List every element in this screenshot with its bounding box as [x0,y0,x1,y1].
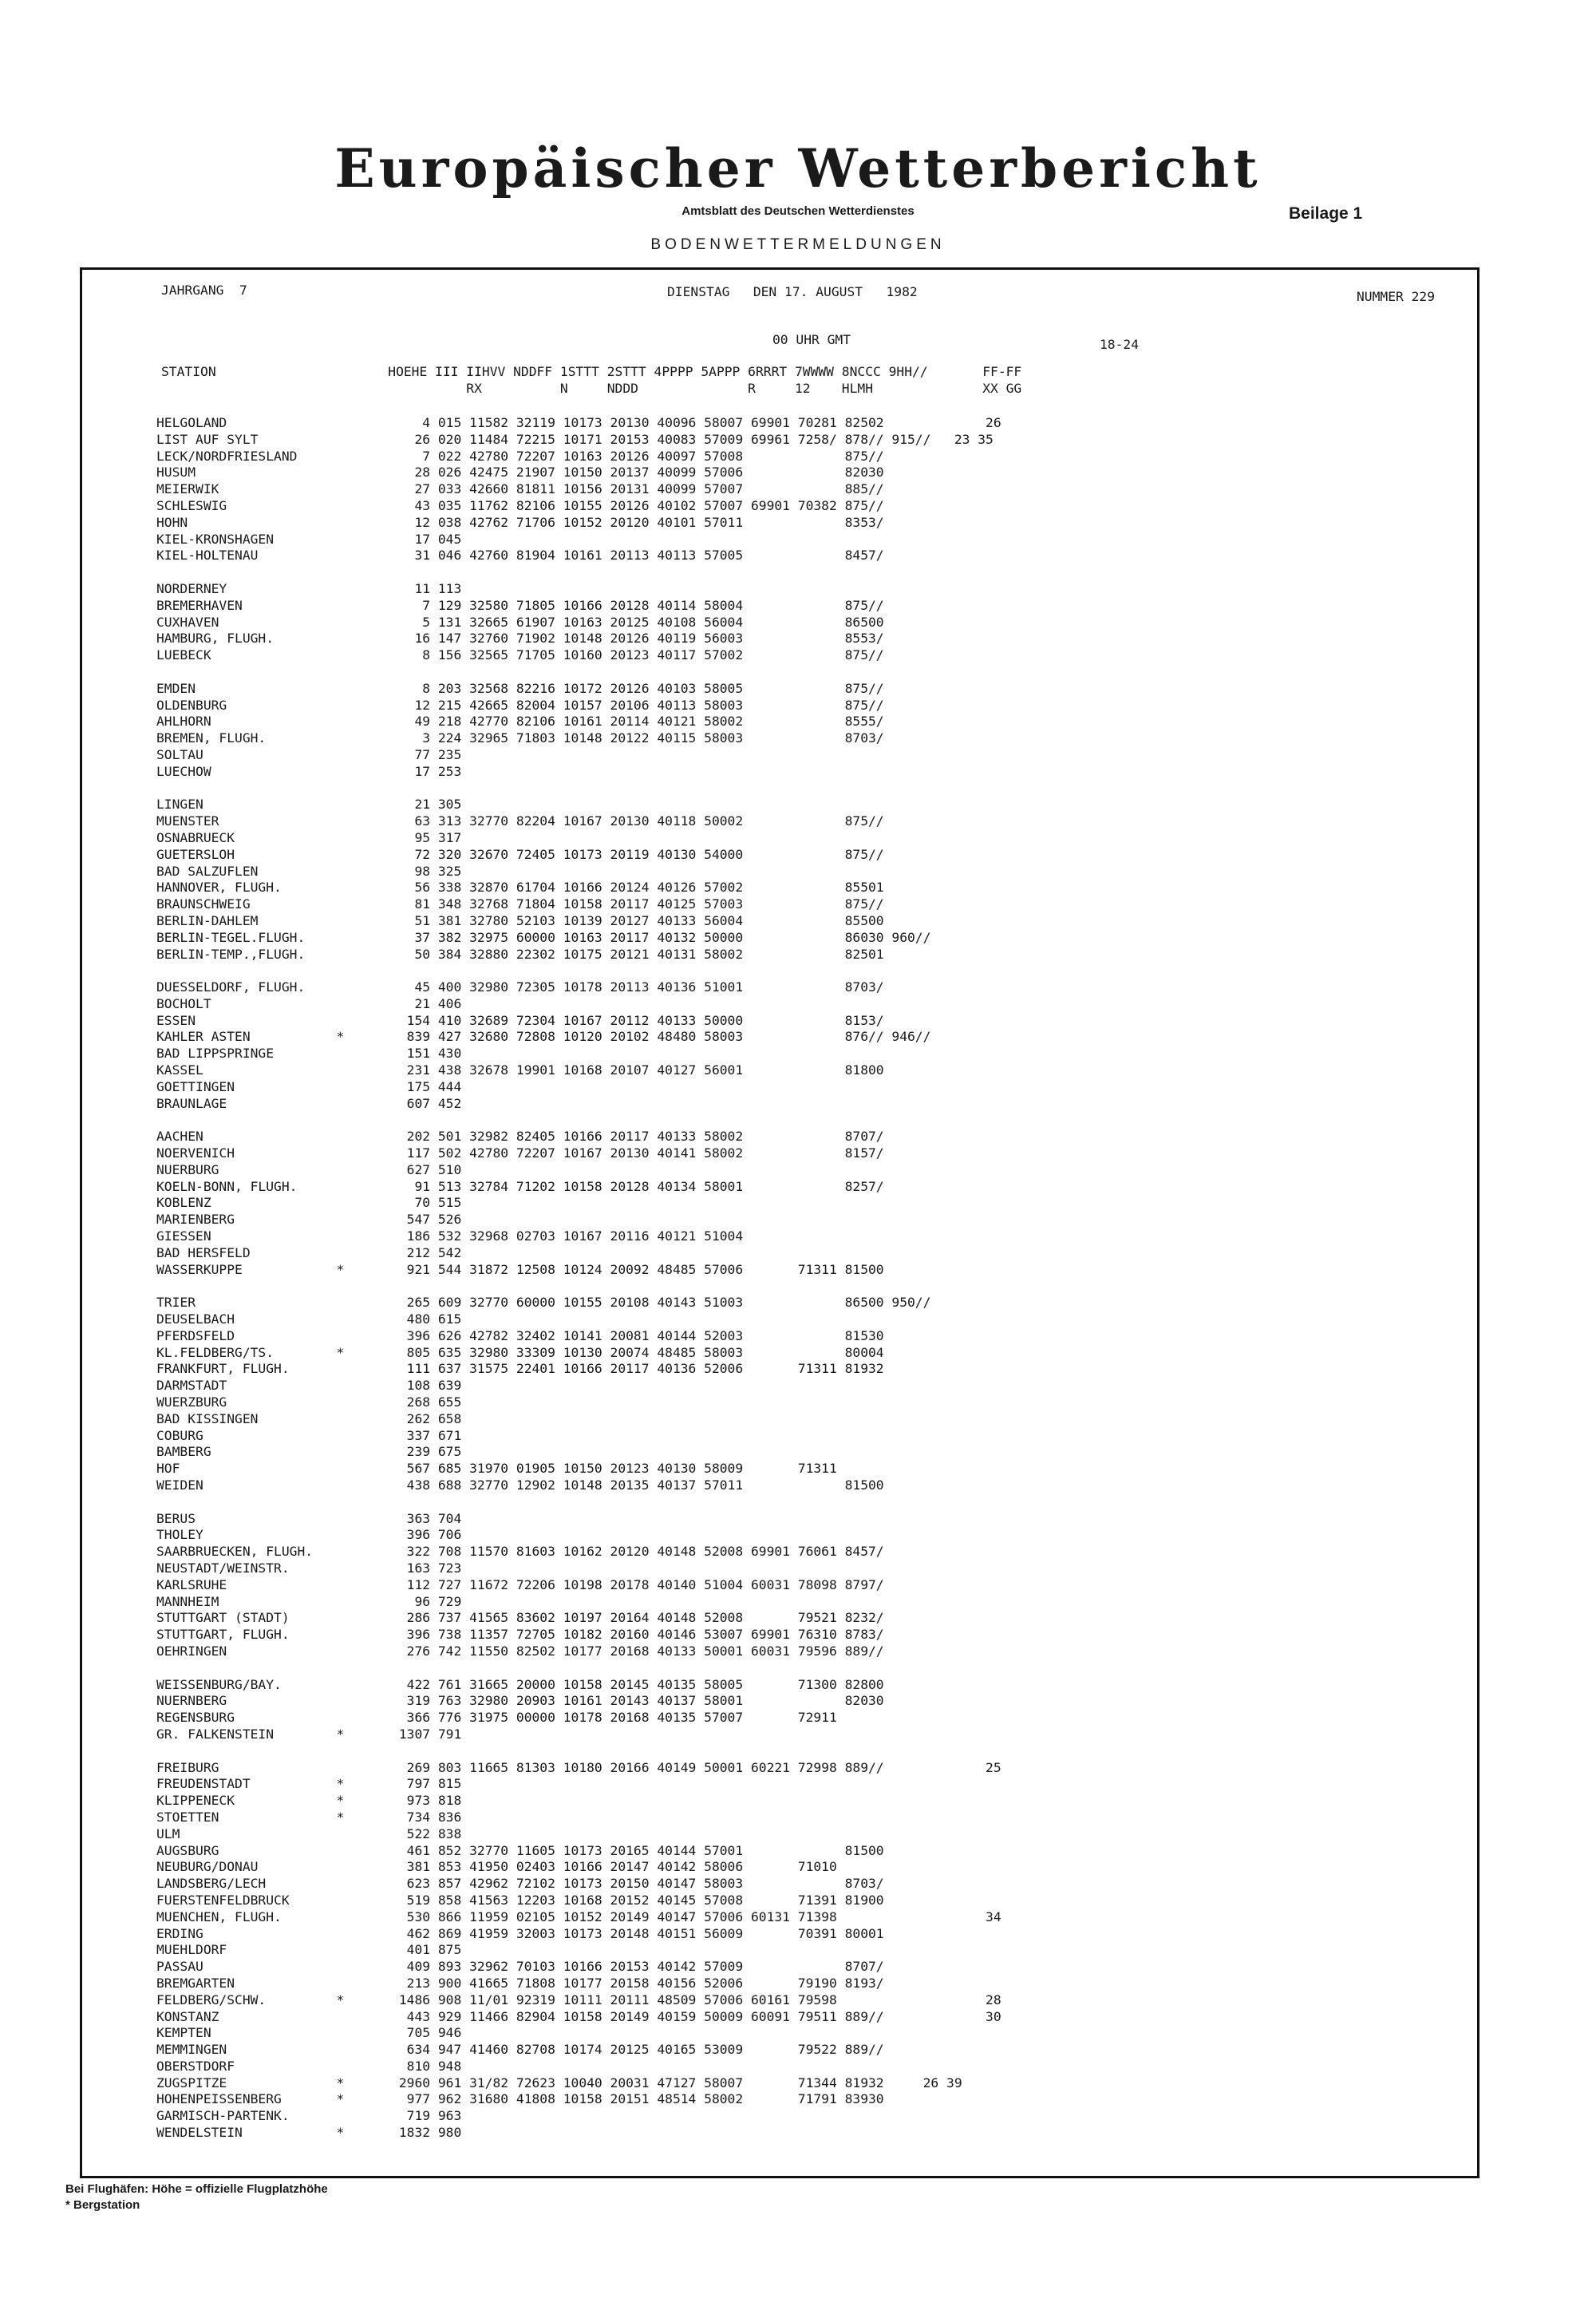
table-row: BERUS 363 704 [156,1510,462,1526]
table-row: DEUSELBACH 480 615 [156,1311,462,1327]
column-header-1: STATION HOEHE III IIHVV NDDFF 1STTT 2STTT 4PPPP 5APPP 6RRRT 7WWWW 8NCCC 9HH// FF-FF [161,364,1022,379]
station-table [156,415,1001,2142]
table-row: KAHLER ASTEN * 839 427 32680 72808 10120 20102 48480 58003 876// 946// [156,1029,931,1045]
table-row: GIESSEN 186 532 32968 02703 10167 20116 40121 51004 [156,1228,744,1244]
table-row: LINGEN 21 305 [156,797,462,813]
table-row: MUENCHEN, FLUGH. 530 866 11959 02105 10152 20149 40147 57006 60131 71398 34 [156,1908,1001,1924]
table-row: OSNABRUECK 95 317 [156,829,462,845]
table-row: OLDENBURG 12 215 42665 82004 10157 20106 40113 58003 875// [156,697,884,713]
section-title: BODENWETTERMELDUNGEN [650,236,946,253]
table-row: HUSUM 28 026 42475 21907 10150 20137 40099 57006 82030 [156,465,884,481]
table-row: BERLIN-DAHLEM 51 381 32780 52103 10139 20127 40133 56004 85500 [156,912,884,928]
table-row: CUXHAVEN 5 131 32665 61907 10163 20125 40108 56004 86500 [156,614,884,630]
table-row: WUERZBURG 268 655 [156,1394,462,1410]
table-row: THOLEY 396 706 [156,1527,462,1543]
table-row: REGENSBURG 366 776 31975 00000 10178 20168 40135 57007 72911 [156,1710,837,1726]
table-row: STUTTGART (STADT) 286 737 41565 83602 10197 20164 40148 52008 79521 8232/ [156,1610,884,1626]
table-row: KARLSRUHE 112 727 11672 72206 10198 20178 40140 51004 60031 78098 8797/ [156,1576,884,1592]
row-spacer [156,1660,1001,1677]
period-label: 18-24 [1100,337,1140,352]
table-row: MUEHLDORF 401 875 [156,1942,462,1958]
table-row: KIEL-KRONSHAGEN 17 045 [156,531,462,547]
table-row: ESSEN 154 410 32689 72304 10167 20112 40133 50000 8153/ [156,1012,884,1028]
table-row: WEISSENBURG/BAY. 422 761 31665 20000 10158 20145 40135 58005 71300 82800 [156,1676,884,1692]
table-row: BREMGARTEN 213 900 41665 71808 10177 20158 40156 52006 79190 8193/ [156,1975,884,1991]
table-row: MEIERWIK 27 033 42660 81811 10156 20131 40099 57007 885// [156,481,884,497]
table-row: DARMSTADT 108 639 [156,1378,462,1394]
table-row: SCHLESWIG 43 035 11762 82106 10155 20126 40102 57007 69901 70382 875// [156,497,884,513]
table-row: BAD KISSINGEN 262 658 [156,1410,462,1426]
table-row: FRANKFURT, FLUGH. 111 637 31575 22401 10166 20117 40136 52006 71311 81932 [156,1361,884,1377]
table-row: OBERSTDORF 810 948 [156,2058,462,2074]
table-row: LANDSBERG/LECH 623 857 42962 72102 10173 20150 40147 58003 8703/ [156,1876,884,1892]
table-row: GOETTINGEN 175 444 [156,1078,462,1094]
subtitle: Amtsblatt des Deutschen Wetterdienstes [681,204,915,218]
table-row: PASSAU 409 893 32962 70103 10166 20153 40142 57009 8707/ [156,1959,884,1975]
report-number: NUMMER 229 [1357,289,1436,304]
table-row: FREIBURG 269 803 11665 81303 10180 20166 40149 50001 60221 72998 889// 25 [156,1759,1001,1775]
table-row: BRAUNSCHWEIG 81 348 32768 71804 10158 20117 40125 57003 875// [156,896,884,912]
table-row: FUERSTENFELDBRUCK 519 858 41563 12203 10168 20152 40145 57008 71391 81900 [156,1892,884,1908]
column-header-2: RX N NDDD R 12 HLMH XX GG [161,381,1022,396]
table-row: KOELN-BONN, FLUGH. 91 513 32784 71202 10158 20128 40134 58001 8257/ [156,1178,884,1194]
table-row: ERDING 462 869 41959 32003 10173 20148 40151 56009 70391 80001 [156,1925,884,1941]
page-title: Europäischer Wetterbericht [334,137,1262,200]
table-row: KOBLENZ 70 515 [156,1195,462,1211]
row-spacer [156,1278,1001,1295]
table-row: HOHN 12 038 42762 71706 10152 20120 40101 57011 8353/ [156,514,884,530]
row-spacer [156,1112,1001,1129]
table-row: HOF 567 685 31970 01905 10150 20123 40130 58009 71311 [156,1461,837,1477]
table-row: AACHEN 202 501 32982 82405 10166 20117 40133 58002 8707/ [156,1129,884,1145]
table-row: BAD HERSFELD 212 542 [156,1244,462,1260]
table-row: WEIDEN 438 688 32770 12902 10148 20135 40137 57011 81500 [156,1477,884,1493]
table-row: BRAUNLAGE 607 452 [156,1095,462,1111]
table-row: STUTTGART, FLUGH. 396 738 11357 72705 10182 20160 40146 53007 69901 76310 8783/ [156,1627,884,1643]
table-row: DUESSELDORF, FLUGH. 45 400 32980 72305 10178 20113 40136 51001 8703/ [156,979,884,995]
table-row: COBURG 337 671 [156,1427,462,1443]
footnote-mountain: * Bergstation [65,2198,140,2212]
table-row: BAMBERG 239 675 [156,1444,462,1460]
jahrgang: JAHRGANG 7 [161,283,247,298]
table-row: GUETERSLOH 72 320 32670 72405 10173 20119 40130 54000 875// [156,846,884,862]
table-row: SOLTAU 77 235 [156,746,462,762]
row-spacer [156,664,1001,681]
footnote-airport: Bei Flughäfen: Höhe = offizielle Flugplatzhöhe [65,2182,328,2196]
row-spacer [156,1494,1001,1511]
table-row: MANNHEIM 96 729 [156,1593,462,1609]
table-row: GR. FALKENSTEIN * 1307 791 [156,1726,462,1742]
table-row: LIST AUF SYLT 26 020 11484 72215 10171 20153 40083 57009 69961 7258/ 878// 915// 23 35 [156,431,994,447]
table-row: HELGOLAND 4 015 11582 32119 10173 20130 40096 58007 69901 70281 82502 26 [156,415,1001,430]
row-spacer [156,1743,1001,1760]
table-row: KL.FELDBERG/TS. * 805 635 32980 33309 10130 20074 48485 58003 80004 [156,1344,884,1360]
table-row: BOCHOLT 21 406 [156,995,462,1011]
table-row: SAARBRUECKEN, FLUGH. 322 708 11570 81603 10162 20120 40148 52008 69901 76061 8457/ [156,1544,884,1560]
table-row: HANNOVER, FLUGH. 56 338 32870 61704 10166 20124 40126 57002 85501 [156,880,884,896]
table-row: MUENSTER 63 313 32770 82204 10167 20130 40118 50002 875// [156,813,884,829]
table-row: NOERVENICH 117 502 42780 72207 10167 20130 40141 58002 8157/ [156,1145,884,1161]
row-spacer [156,781,1001,797]
table-row: OEHRINGEN 276 742 11550 82502 10177 20168 40133 50001 60031 79596 889// [156,1643,884,1659]
table-row: BREMEN, FLUGH. 3 224 32965 71803 10148 20122 40115 58003 8703/ [156,730,884,746]
table-row: NEUSTADT/WEINSTR. 163 723 [156,1560,462,1576]
table-row: BERLIN-TEGEL.FLUGH. 37 382 32975 60000 10163 20117 40132 50000 86030 960// [156,929,931,945]
table-row: AHLHORN 49 218 42770 82106 10161 20114 40121 58002 8555/ [156,714,884,730]
table-row: EMDEN 8 203 32568 82216 10172 20126 40103 58005 875// [156,680,884,696]
row-spacer [156,963,1001,979]
table-row: NEUBURG/DONAU 381 853 41950 02403 10166 20147 40142 58006 71010 [156,1859,837,1875]
table-row: WENDELSTEIN * 1832 980 [156,2125,462,2141]
observation-time: 00 UHR GMT [772,332,851,347]
table-row: BREMERHAVEN 7 129 32580 71805 10166 20128 40114 58004 875// [156,597,884,613]
table-row: FELDBERG/SCHW. * 1486 908 11/01 92319 10111 20111 48509 57006 60161 79598 28 [156,1992,1001,2007]
table-row: WASSERKUPPE * 921 544 31872 12508 10124 20092 48485 57006 71311 81500 [156,1261,884,1277]
table-row: LUECHOW 17 253 [156,763,462,779]
table-row: KEMPTEN 705 946 [156,2025,462,2041]
table-row: HAMBURG, FLUGH. 16 147 32760 71902 10148 20126 40119 56003 8553/ [156,631,884,647]
table-row: TRIER 265 609 32770 60000 10155 20108 40143 51003 86500 950// [156,1295,931,1311]
table-row: KIEL-HOLTENAU 31 046 42760 81904 10161 20113 40113 57005 8457/ [156,548,884,564]
table-row: PFERDSFELD 396 626 42782 32402 10141 20081 40144 52003 81530 [156,1327,884,1343]
table-row: LECK/NORDFRIESLAND 7 022 42780 72207 10163 20126 40097 57008 875// [156,448,884,464]
table-row: LUEBECK 8 156 32565 71705 10160 20123 40117 57002 875// [156,647,884,663]
table-row: KASSEL 231 438 32678 19901 10168 20107 40127 56001 81800 [156,1062,884,1078]
table-row: MARIENBERG 547 526 [156,1212,462,1228]
report-date: DIENSTAG DEN 17. AUGUST 1982 [667,284,918,299]
table-row: GARMISCH-PARTENK. 719 963 [156,2108,462,2124]
table-row: KONSTANZ 443 929 11466 82904 10158 20149 40159 50009 60091 79511 889// 30 [156,2008,1001,2024]
table-row: NUERBURG 627 510 [156,1161,462,1177]
table-row: KLIPPENECK * 973 818 [156,1793,462,1809]
table-row: BAD LIPPSPRINGE 151 430 [156,1046,462,1062]
table-row: BERLIN-TEMP.,FLUGH. 50 384 32880 22302 10175 20121 40131 58002 82501 [156,946,884,962]
table-row: STOETTEN * 734 836 [156,1809,462,1825]
table-row: NORDERNEY 11 113 [156,580,462,596]
table-row: AUGSBURG 461 852 32770 11605 10173 20165 40144 57001 81500 [156,1842,884,1858]
table-row: MEMMINGEN 634 947 41460 82708 10174 20125 40165 53009 79522 889// [156,2042,884,2058]
table-row: FREUDENSTADT * 797 815 [156,1776,462,1792]
table-row: HOHENPEISSENBERG * 977 962 31680 41808 10158 20151 48514 58002 71791 83930 [156,2091,884,2107]
table-row: NUERNBERG 319 763 32980 20903 10161 20143 40137 58001 82030 [156,1693,884,1709]
beilage-label: Beilage 1 [1289,204,1363,223]
table-row: ULM 522 838 [156,1825,462,1841]
table-row: BAD SALZUFLEN 98 325 [156,863,462,879]
table-row: ZUGSPITZE * 2960 961 31/82 72623 10040 20031 47127 58007 71344 81932 26 39 [156,2075,962,2090]
row-spacer [156,564,1001,581]
